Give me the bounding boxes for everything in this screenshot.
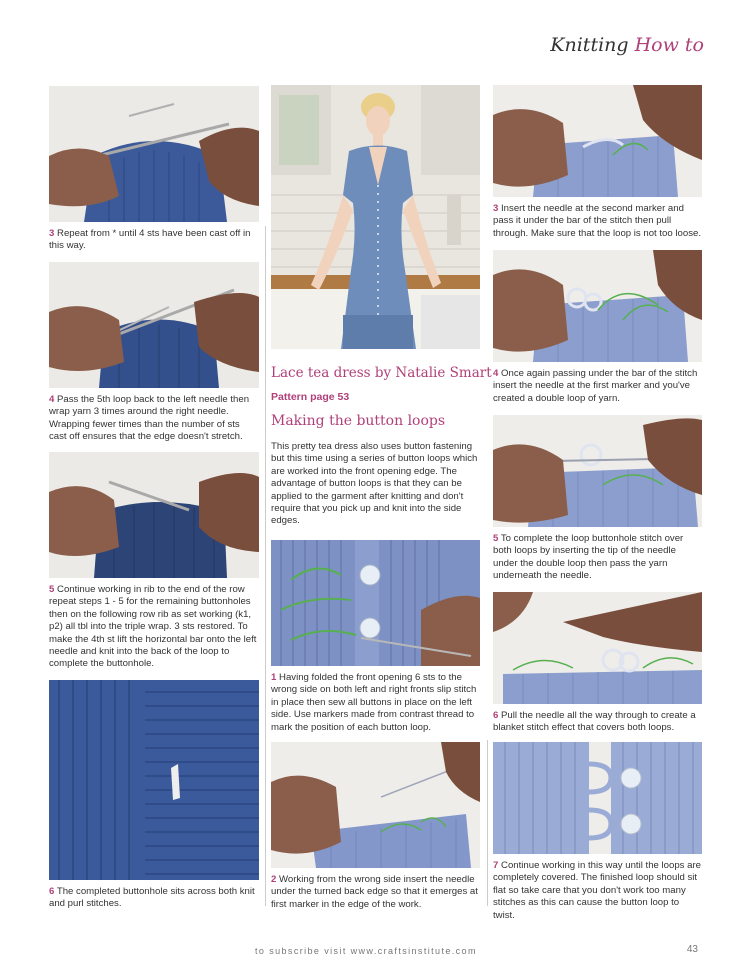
pattern-reference: Pattern page 53 bbox=[271, 391, 350, 403]
caption-left-step-3: 3 Repeat from * until 4 sts have been cast off in this way. bbox=[49, 228, 251, 252]
photo-completed-buttonhole-step-6 bbox=[49, 680, 259, 880]
caption-right-step-4: 4 Once again passing under the bar of the stitch insert the needle at the first marker and you've created a double loop of yarn. bbox=[493, 368, 698, 404]
photo-lace-tea-dress-model bbox=[271, 85, 480, 349]
photo-double-loop-step-4 bbox=[493, 250, 702, 362]
photo-buttonhole-stitch-step-5 bbox=[493, 415, 702, 527]
caption-middle-step-2: 2 Working from the wrong side insert the needle under the turned back edge so that it emerges at first marker in the edge of the work. bbox=[271, 874, 478, 910]
caption-right-step-7: 7 Continue working in this way until the loops are completely covered. The finished loop should sit flat so take care that you don't work too many stitches as this can cause the button loop to twist. bbox=[493, 860, 701, 921]
caption-right-step-3: 3 Insert the needle at the second marker and pass it under the bar of the stitch then pull through. Make sure that the loop is not too loose. bbox=[493, 203, 701, 239]
photo-second-marker-step-3 bbox=[493, 85, 702, 197]
photo-rib-row-step-5 bbox=[49, 452, 259, 578]
page-number: 43 bbox=[686, 944, 698, 955]
caption-right-step-6: 6 Pull the needle all the way through to create a blanket stitch effect that covers both loops. bbox=[493, 710, 696, 734]
photo-blanket-stitch-step-6 bbox=[493, 592, 702, 704]
caption-right-step-5: 5 To complete the loop buttonhole stitch over both loops by inserting the tip of the needle under the double loop then pass the yarn underneath the needle. bbox=[493, 533, 684, 582]
article-intro: This pretty tea dress also uses button fastening but this time using a series of button loops which are worked into the front opening edge. The advantage of button loops is that they can be applied to the garment after knitting and don't require that you pick up and knit into the side edges. bbox=[271, 441, 478, 527]
photo-cast-off-step-3 bbox=[49, 86, 259, 222]
photo-insert-needle-step-2 bbox=[271, 742, 480, 868]
header-knitting: Knitting bbox=[550, 34, 629, 56]
caption-left-step-5: 5 Continue working in rib to the end of the row repeat steps 1 - 5 for the remaining buttonholes then on the following row rib as set working (k1, p2) all tbl into the triple wrap. 3 sts restored. To make the 4th st lift the horizontal bar onto the left needle and knit into the back of the loop to complete the buttonhole. bbox=[49, 584, 257, 670]
photo-folded-front-step-1 bbox=[271, 540, 480, 666]
caption-middle-step-1: 1 Having folded the front opening 6 sts to the wrong side on both left and right fronts slip stitch in place then sew all buttons in place on the left side. Use markers made from contrast thread to mark the position of each button loop. bbox=[271, 672, 477, 733]
caption-left-step-6: 6 The completed buttonhole sits across both knit and purl stitches. bbox=[49, 886, 255, 910]
photo-finished-loops-step-7 bbox=[493, 742, 702, 854]
caption-left-step-4: 4 Pass the 5th loop back to the left needle then wrap yarn 3 times around the right needle. Wrapping fewer times than the number of sts cast off ensures that the edge doesn't stretch. bbox=[49, 394, 250, 443]
photo-wrap-yarn-step-4 bbox=[49, 262, 259, 388]
footer-subscribe-text: to subscribe visit www.craftsinstitute.com bbox=[255, 946, 477, 956]
header-how-to: How to bbox=[634, 34, 704, 56]
article-title: Lace tea dress by Natalie Smart bbox=[271, 365, 492, 381]
column-divider-right bbox=[487, 740, 488, 906]
column-divider-left bbox=[265, 226, 266, 906]
section-header bbox=[550, 34, 704, 56]
article-heading: Making the button loops bbox=[271, 413, 446, 429]
